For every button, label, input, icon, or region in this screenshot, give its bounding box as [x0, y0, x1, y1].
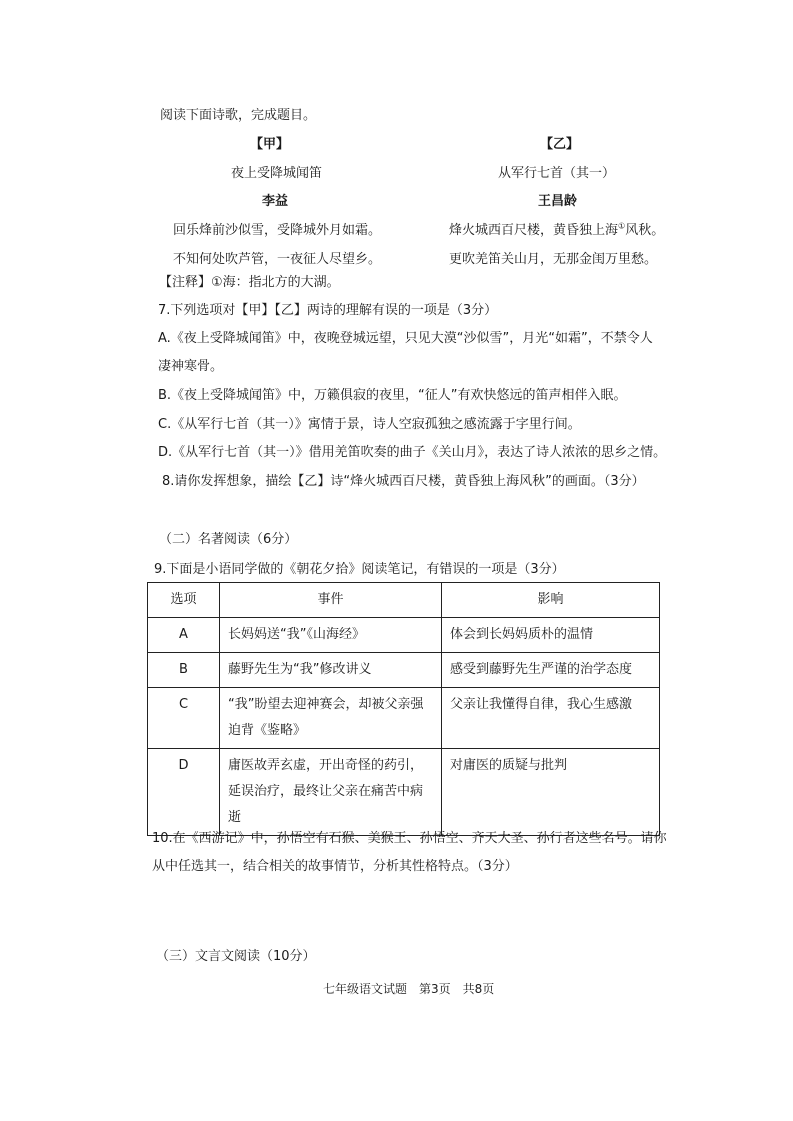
reading-notes-table [147, 582, 660, 836]
poem-a-mark: 【甲】 [250, 137, 290, 152]
poem-b-line [449, 219, 664, 238]
poem-b-author: 王昌龄 [538, 194, 578, 209]
table-row [148, 653, 660, 688]
column-header: 事件 [220, 583, 442, 618]
page-footer: 七年级语文试题 第3页 共8页 [323, 982, 495, 996]
question-stem: 7.下列选项对【甲】【乙】两诗的理解有误的一项是（3分） [158, 303, 498, 318]
poem-b-mark: 【乙】 [540, 137, 580, 152]
effect-cell: 感受到藤野先生严谨的治学态度 [442, 653, 660, 688]
effect-cell: 对庸医的质疑与批判 [442, 749, 660, 836]
poem-b-line-part: 烽火城西百尺楼，黄昏独上海 [449, 223, 619, 238]
option-a: A.《夜上受降城闻笛》中，夜晚登城远望，只见大漠“沙似雪”，月光“如霜”，不禁令人 [158, 331, 653, 346]
column-header: 选项 [148, 583, 220, 618]
effect-cell: 父亲让我懂得自律，我心生感激 [442, 688, 660, 749]
option-d: D.《从军行七首（其一）》借用羌笛吹奏的曲子《关山月》，表达了诗人浓浓的思乡之情。 [158, 445, 667, 460]
option-cell: D [148, 749, 220, 836]
table-row [148, 749, 660, 836]
poem-a-line: 回乐烽前沙似雪，受降城外月如霜。 [173, 223, 382, 238]
question-10-line: 从中任选其一，结合相关的故事情节，分析其性格特点。（3分） [152, 859, 518, 874]
option-cell: A [148, 618, 220, 653]
poem-b-line-part: 风秋。 [625, 223, 665, 238]
poem-b-line: 更吹羌笛关山月，无那金闺万里愁。 [449, 252, 658, 267]
option-a-continued: 凄神寒骨。 [158, 359, 224, 374]
event-cell: 长妈妈送“我”《山海经》 [220, 618, 442, 653]
option-b: B.《夜上受降城闻笛》中，万籁俱寂的夜里，“征人”有欢快悠远的笛声相伴入眠。 [158, 388, 627, 403]
poem-a-title: 夜上受降城闻笛 [231, 166, 323, 181]
event-cell: “我”盼望去迎神赛会，却被父亲强迫背《鉴略》 [220, 688, 442, 749]
event-cell: 藤野先生为“我”修改讲义 [220, 653, 442, 688]
option-c: C.《从军行七首（其一）》寓情于景，诗人空寂孤独之感流露于字里行间。 [158, 417, 581, 432]
poem-a-line: 不知何处吹芦管，一夜征人尽望乡。 [173, 252, 382, 267]
question-10-line: 10.在《西游记》中，孙悟空有石猴、美猴王、孙悟空、齐天大圣、孙行者这些名号。请你 [152, 831, 667, 846]
intro-text: 阅读下面诗歌，完成题目。 [160, 108, 317, 123]
option-cell: B [148, 653, 220, 688]
effect-cell: 体会到长妈妈质朴的温情 [442, 618, 660, 653]
question-8: 8.请你发挥想象，描绘【乙】诗“烽火城西百尺楼，黄昏独上海风秋”的画面。（3分） [162, 474, 645, 489]
annotation-note: 【注释】①海：指北方的大湖。 [159, 275, 340, 290]
poem-b-title: 从军行七首（其一） [498, 166, 616, 181]
question-9-stem: 9.下面是小语同学做的《朝花夕拾》阅读笔记，有错误的一项是（3分） [154, 562, 565, 577]
option-cell: C [148, 688, 220, 749]
poem-a-author: 李益 [262, 194, 289, 209]
event-cell: 庸医故弄玄虚，开出奇怪的药引，延误治疗，最终让父亲在痛苦中病逝 [220, 749, 442, 836]
section-heading: （三）文言文阅读（10分） [156, 949, 316, 964]
table-row [148, 618, 660, 653]
column-header: 影响 [442, 583, 660, 618]
section-heading: （二）名著阅读（6分） [159, 532, 298, 547]
footnote-marker: ① [618, 221, 626, 231]
table-header-row [148, 583, 660, 618]
table-row [148, 688, 660, 749]
